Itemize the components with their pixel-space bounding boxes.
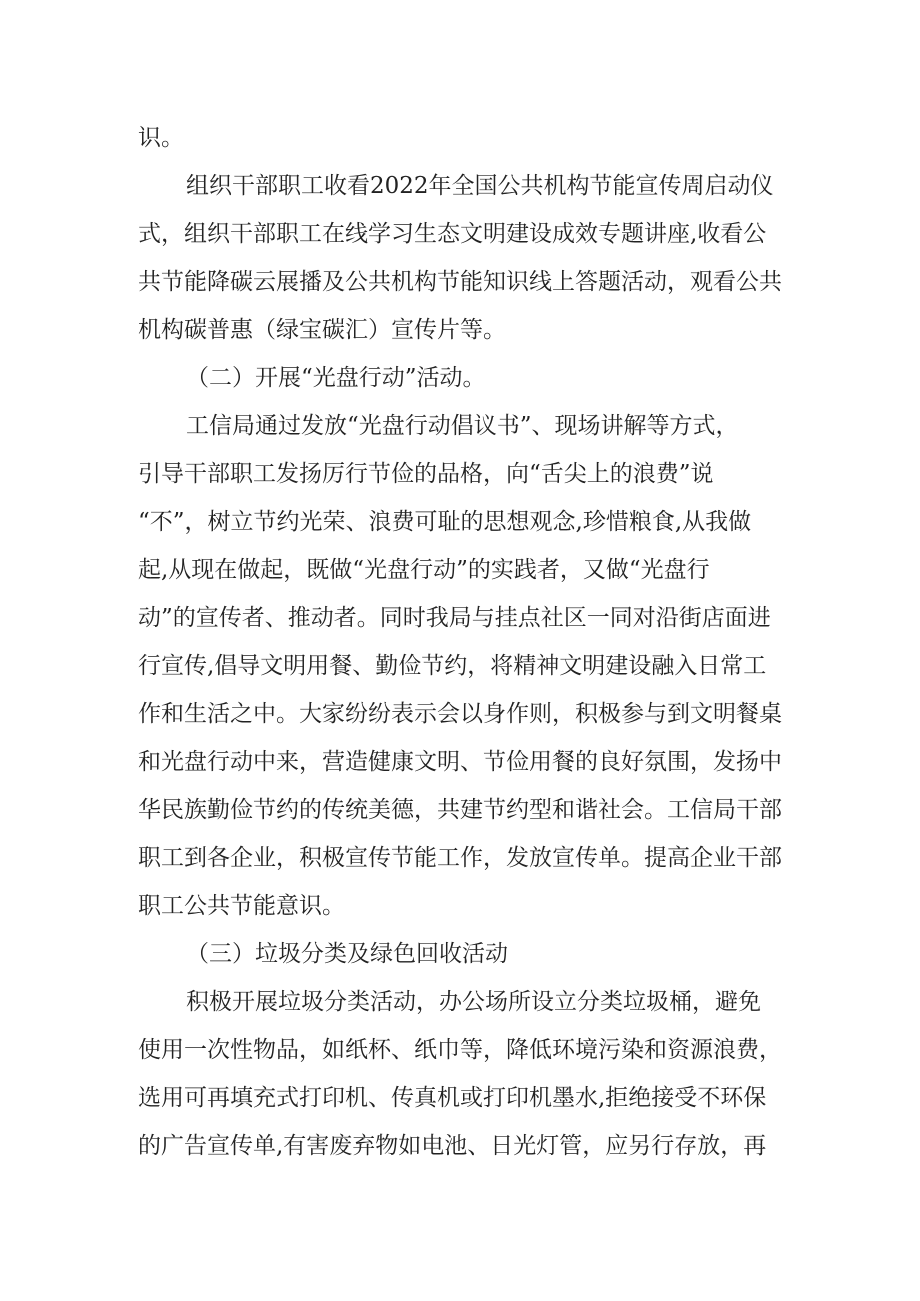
paragraph-line — [0, 1126, 920, 1166]
line-text: 职工公共节能意识。 — [138, 893, 345, 919]
paragraph-line — [0, 790, 920, 830]
paragraph-line — [0, 454, 920, 494]
line-text: 华民族勤俭节约的传统美德，共建节约型和谐社会。工信局干部 — [138, 797, 782, 823]
paragraph-line — [0, 1030, 920, 1070]
paragraph-line — [0, 1078, 920, 1118]
line-text: 组织干部职工收看2022年全国公共机构节能宣传周启动仪 — [186, 173, 774, 199]
line-text: 共节能降碳云展播及公共机构节能知识线上答题活动，观看公共 — [138, 269, 782, 295]
line-text: 识。 — [138, 125, 184, 151]
line-text: 作和生活之中。大家纷纷表示会以身作则，积极参与到文明餐桌 — [138, 701, 782, 727]
line-text: 职工到各企业，积极宣传节能工作，发放宣传单。提高企业干部 — [138, 845, 782, 871]
line-text: 行宣传,倡导文明用餐、勤俭节约，将精神文明建设融入日常工 — [138, 653, 767, 679]
paragraph-line — [0, 406, 920, 446]
section-heading — [0, 934, 920, 974]
paragraph-line — [0, 598, 920, 638]
paragraph-line — [0, 550, 920, 590]
line-text: 起,从现在做起，既做“光盘行动”的实践者，又做“光盘行 — [138, 557, 710, 583]
line-text: 的广告宣传单,有害废弃物如电池、日光灯管，应另行存放，再 — [138, 1133, 767, 1159]
paragraph-line — [0, 502, 920, 542]
paragraph-line — [0, 166, 920, 206]
line-text: 和光盘行动中来，营造健康文明、节俭用餐的良好氛围，发扬中 — [138, 749, 782, 775]
line-text: 引导干部职工发扬厉行节俭的品格，向“舌尖上的浪费”说 — [138, 461, 714, 487]
line-text: 选用可再填充式打印机、传真机或打印机墨水,拒绝接受不环保 — [138, 1085, 767, 1111]
line-text: 使用一次性物品，如纸杯、纸巾等，降低环境污染和资源浪费， — [138, 1037, 782, 1063]
section-heading — [0, 358, 920, 398]
paragraph-line — [0, 646, 920, 686]
heading-text: （二）开展“光盘行动”活动。 — [186, 365, 486, 391]
paragraph-line — [0, 694, 920, 734]
paragraph-line — [0, 310, 920, 350]
paragraph-line — [0, 838, 920, 878]
paragraph-line — [0, 118, 920, 158]
paragraph-line — [0, 262, 920, 302]
line-text: 工信局通过发放“光盘行动倡议书”、现场讲解等方式， — [186, 413, 739, 439]
paragraph-line — [0, 982, 920, 1022]
paragraph-line — [0, 214, 920, 254]
line-text: 式，组织干部职工在线学习生态文明建设成效专题讲座,收看公 — [138, 221, 767, 247]
paragraph-line — [0, 886, 920, 926]
line-text: 机构碳普惠（绿宝碳汇）宣传片等。 — [138, 317, 506, 343]
line-text: “不”，树立节约光荣、浪费可耻的思想观念,珍惜粮食,从我做 — [138, 509, 752, 535]
heading-text: （三）垃圾分类及绿色回收活动 — [186, 941, 508, 967]
paragraph-line — [0, 742, 920, 782]
line-text: 动”的宣传者、推动者。同时我局与挂点社区一同对沿街店面进 — [138, 605, 771, 631]
line-text: 积极开展垃圾分类活动，办公场所设立分类垃圾桶，避免 — [186, 989, 761, 1015]
